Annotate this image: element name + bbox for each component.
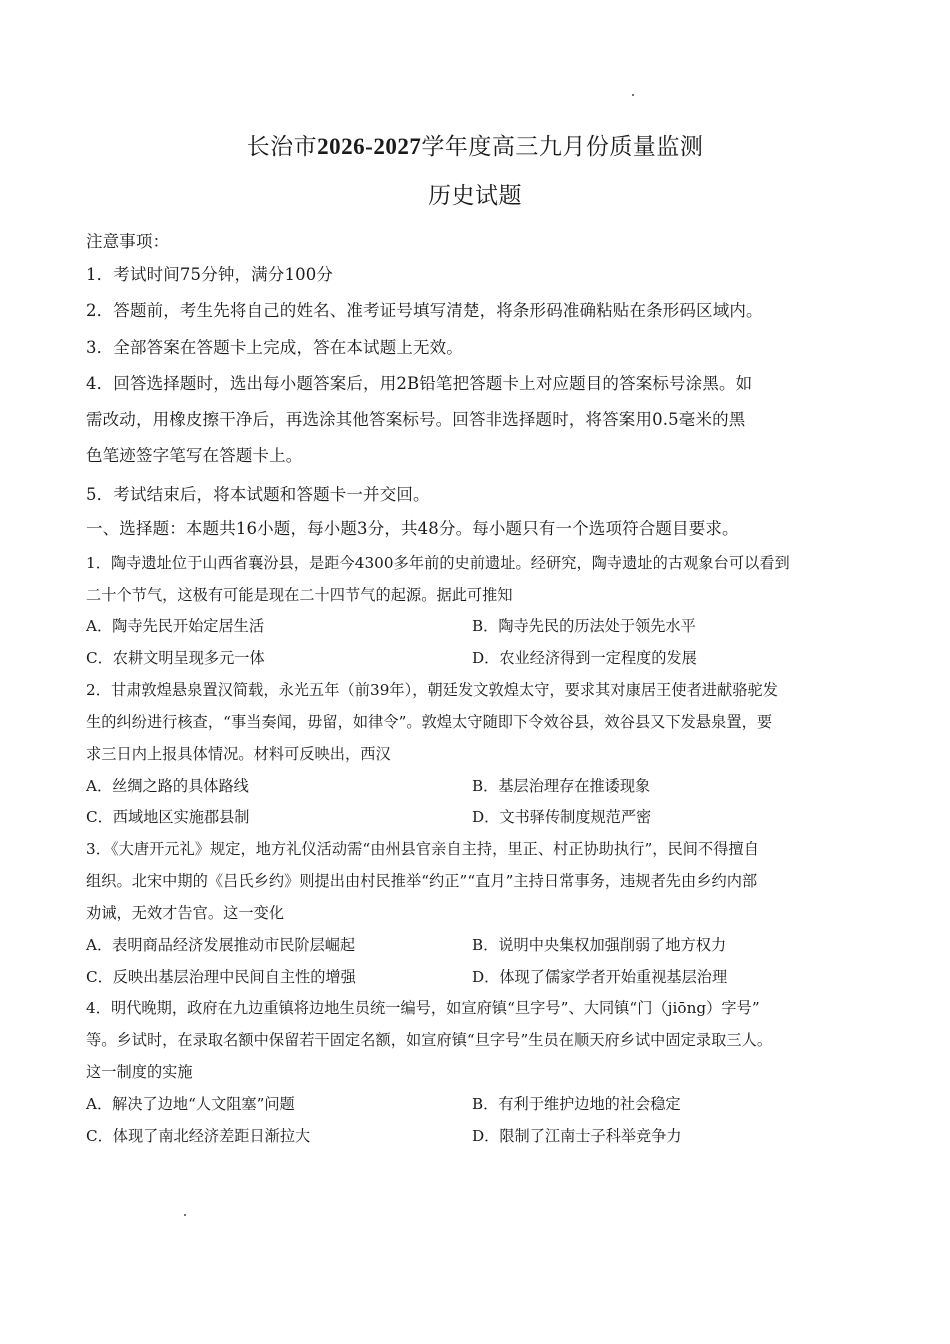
option-d[interactable]: D．体现了儒家学者开始重视基层治理	[472, 968, 728, 986]
option-d[interactable]: D．文书驿传制度规范严密	[472, 808, 652, 826]
exam-subtitle: 历史试题	[428, 183, 522, 209]
notice-item: 4．回答选择题时，选出每小题答案后，用2B铅笔把答题卡上对应题目的答案标号涂黑。如	[86, 374, 753, 393]
option-d[interactable]: D．农业经济得到一定程度的发展	[472, 649, 697, 667]
option-b[interactable]: B．陶寺先民的历法处于领先水平	[472, 617, 696, 635]
notice-item: 5．考试结束后，将本试题和答题卡一并交回。	[86, 485, 430, 504]
option-c[interactable]: C．农耕文明呈现多元一体	[86, 649, 265, 667]
notice-item: 2．答题前，考生先将自己的姓名、准考证号填写清楚，将条形码准确粘贴在条形码区域内。	[86, 301, 763, 320]
notice-item: 3．全部答案在答题卡上完成，答在本试题上无效。	[86, 338, 463, 357]
option-a[interactable]: A．表明商品经济发展推动市民阶层崛起	[86, 936, 356, 954]
notice-item: 色笔迹签字笔写在答题卡上。	[86, 446, 303, 465]
question-line: 这一制度的实施	[86, 1063, 193, 1081]
question-line: 求三日内上报具体情况。材料可反映出，西汉	[86, 745, 391, 763]
question-line: 组织。北宋中期的《吕氏乡约》则提出由村民推举“约正”“直月”主持日常事务，违规者先由乡约内部	[86, 872, 758, 890]
question-line: 1．陶寺遗址位于山西省襄汾县，是距今4300多年前的史前遗址。经研究，陶寺遗址的古观象台可以看到	[86, 554, 790, 572]
question-line: 等。乡试时，在录取名额中保留若干固定名额，如宣府镇“旦字号”生员在顺天府乡试中固定录取三人。	[86, 1031, 773, 1049]
title-post: 学年度高三九月份质量监测	[421, 134, 704, 160]
option-c[interactable]: C．体现了南北经济差距日渐拉大	[86, 1127, 311, 1145]
question-line: 二十个节气，这极有可能是现在二十四节气的起源。据此可推知	[86, 586, 513, 604]
title-pre: 长治市	[246, 134, 318, 160]
notice-item: 1．考试时间75分钟，满分100分	[86, 265, 334, 284]
question-line: 劝诫，无效才告官。这一变化	[86, 904, 285, 922]
scan-dot-bottom	[184, 1214, 186, 1216]
scan-dot-top	[632, 94, 634, 96]
option-d[interactable]: D．限制了江南士子科举竞争力	[472, 1127, 682, 1145]
option-b[interactable]: B．说明中央集权加强削弱了地方权力	[472, 936, 727, 954]
option-a[interactable]: A．解决了边地“人文阻塞”问题	[86, 1095, 295, 1113]
option-b[interactable]: B．有利于维护边地的社会稳定	[472, 1095, 681, 1113]
notice-heading: 注意事项：	[86, 232, 170, 251]
question-line: 4．明代晚期，政府在九边重镇将边地生员统一编号，如宣府镇“旦字号”、大同镇“门（jiōng）字号”	[86, 999, 760, 1017]
option-c[interactable]: C．反映出基层治理中民间自主性的增强	[86, 968, 356, 986]
question-line: 生的纠纷进行核查，“事当奏闻，毋留，如律令”。敦煌太守随即下令效谷县，效谷县又下发悬泉置，要	[86, 713, 773, 731]
option-b[interactable]: B．基层治理存在推诿现象	[472, 777, 651, 795]
title-years: 2026-2027	[317, 134, 422, 159]
section-heading: 一、选择题：本题共16小题，每小题3分，共48分。每小题只有一个选项符合题目要求。	[86, 519, 739, 538]
exam-title	[0, 128, 950, 161]
question-line: 2．甘肃敦煌悬泉置汉简载，永光五年（前39年），朝廷发文敦煌太守，要求其对康居王使者进献骆驼发	[86, 681, 778, 699]
option-a[interactable]: A．陶寺先民开始定居生活	[86, 617, 265, 635]
question-line: 3．《大唐开元礼》规定，地方礼仪活动需“由州县官亲自主持，里正、村正协助执行”，民间不得擅自	[86, 840, 759, 858]
option-c[interactable]: C．西域地区实施郡县制	[86, 808, 250, 826]
option-a[interactable]: A．丝绸之路的具体路线	[86, 777, 249, 795]
notice-item: 需改动，用橡皮擦干净后，再选涂其他答案标号。回答非选择题时，将答案用0.5毫米的黑	[86, 410, 746, 429]
